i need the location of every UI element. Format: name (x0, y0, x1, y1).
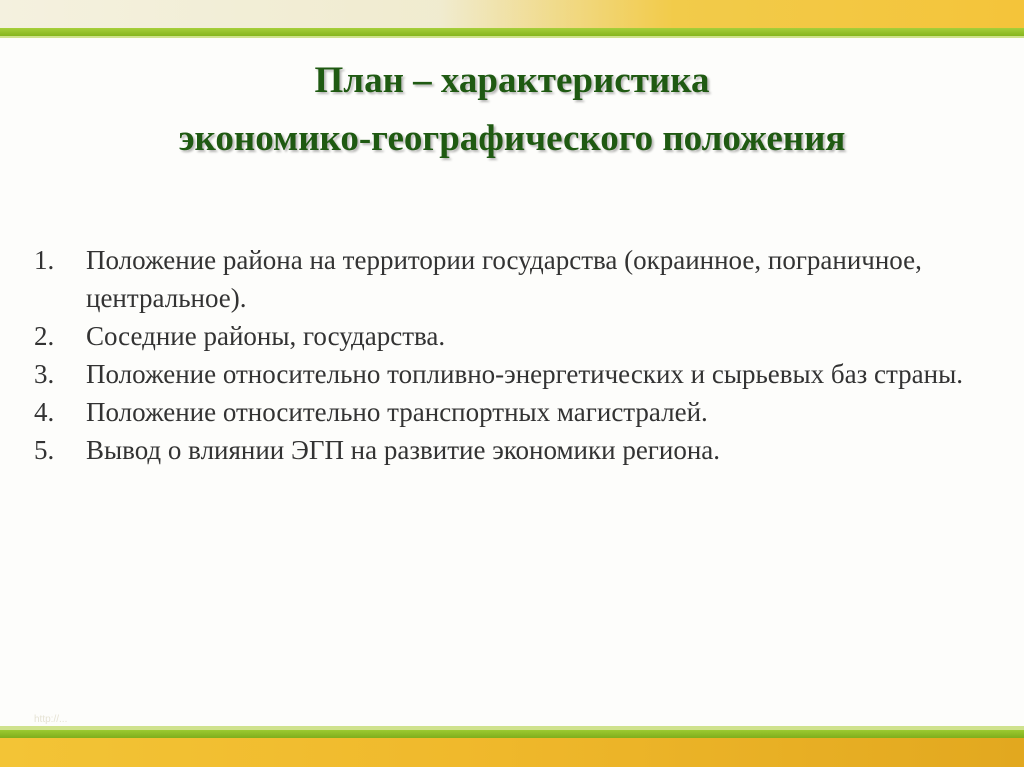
plan-list (34, 241, 1009, 469)
list-item-text: Соседние районы, государства. (86, 321, 446, 351)
bottom-green-stripe (0, 730, 1024, 738)
list-item-number: 5. (34, 435, 55, 465)
list-item-text: Положение района на территории государства (окраинное, пограничное, центральное). (86, 245, 922, 313)
list-item (34, 317, 1009, 355)
top-green-stripe (0, 28, 1024, 36)
top-yellow-accent (440, 0, 1024, 28)
list-item-number: 2. (34, 321, 55, 351)
list-item (34, 241, 1009, 317)
list-item-number: 4. (34, 397, 55, 427)
slide-title-line-1: План – характеристика (314, 60, 710, 101)
list-item-text: Вывод о влиянии ЭГП на развитие экономики региона. (86, 435, 721, 465)
list-item (34, 431, 1009, 469)
list-item-text: Положение относительно транспортных магистралей. (86, 397, 708, 427)
list-item-text: Положение относительно топливно-энергетических и сырьевых баз страны. (86, 359, 963, 389)
list-item (34, 393, 1009, 431)
bottom-yellow-band (0, 738, 1024, 767)
top-light-stripe (0, 36, 1024, 38)
list-item-number: 3. (34, 359, 55, 389)
list-item-number: 1. (34, 245, 55, 275)
slide-title-line-2: экономико-географического положения (178, 118, 846, 159)
watermark: http://... (34, 714, 68, 725)
list-item (34, 355, 1009, 393)
slide-title (0, 52, 1024, 168)
